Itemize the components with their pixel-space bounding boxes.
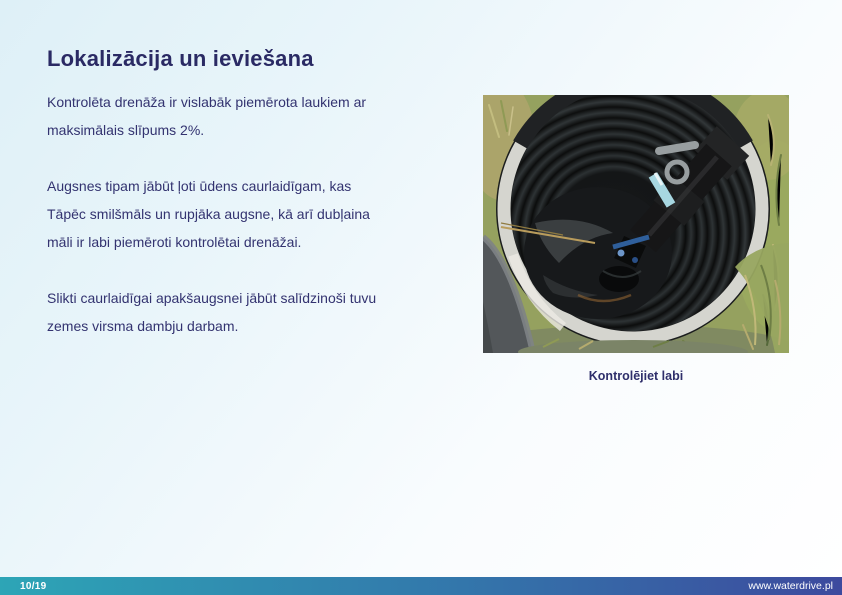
water-surface [524, 187, 672, 319]
body-text-line: Kontrolēta drenāža ir vislabāk piemērota laukiem ar [47, 94, 367, 110]
website-link[interactable]: www.waterdrive.pl [748, 580, 833, 592]
body-text-line: Slikti caurlaidīgai apakšaugsnei jābūt salīdzinoši tuvu [47, 290, 377, 306]
footer-bar [0, 577, 842, 595]
page-number: 10/19 [20, 580, 47, 592]
body-text-line: māli ir labi piemēroti kontrolētai drenāžai. [47, 234, 302, 250]
figure-control-well [483, 95, 789, 383]
paragraph [47, 172, 447, 256]
body-text-line: zemes virsma dambju darbam. [47, 318, 239, 334]
body-text-block [47, 88, 447, 368]
body-text-line: maksimālais slīpums 2%. [47, 122, 205, 138]
body-text-line: Augsnes tipam jābūt ļoti ūdens caurlaidīgam, kas [47, 178, 352, 194]
control-well-photo [483, 95, 789, 353]
paragraph [47, 284, 447, 340]
figure-caption: Kontrolējiet labi [588, 369, 684, 383]
body-text-line: Tāpēc smilšmāls un rupjāka augsne, kā arī dubļaina [47, 206, 370, 222]
page-title: Lokalizācija un ieviešana [47, 46, 314, 71]
paragraph [47, 88, 447, 144]
